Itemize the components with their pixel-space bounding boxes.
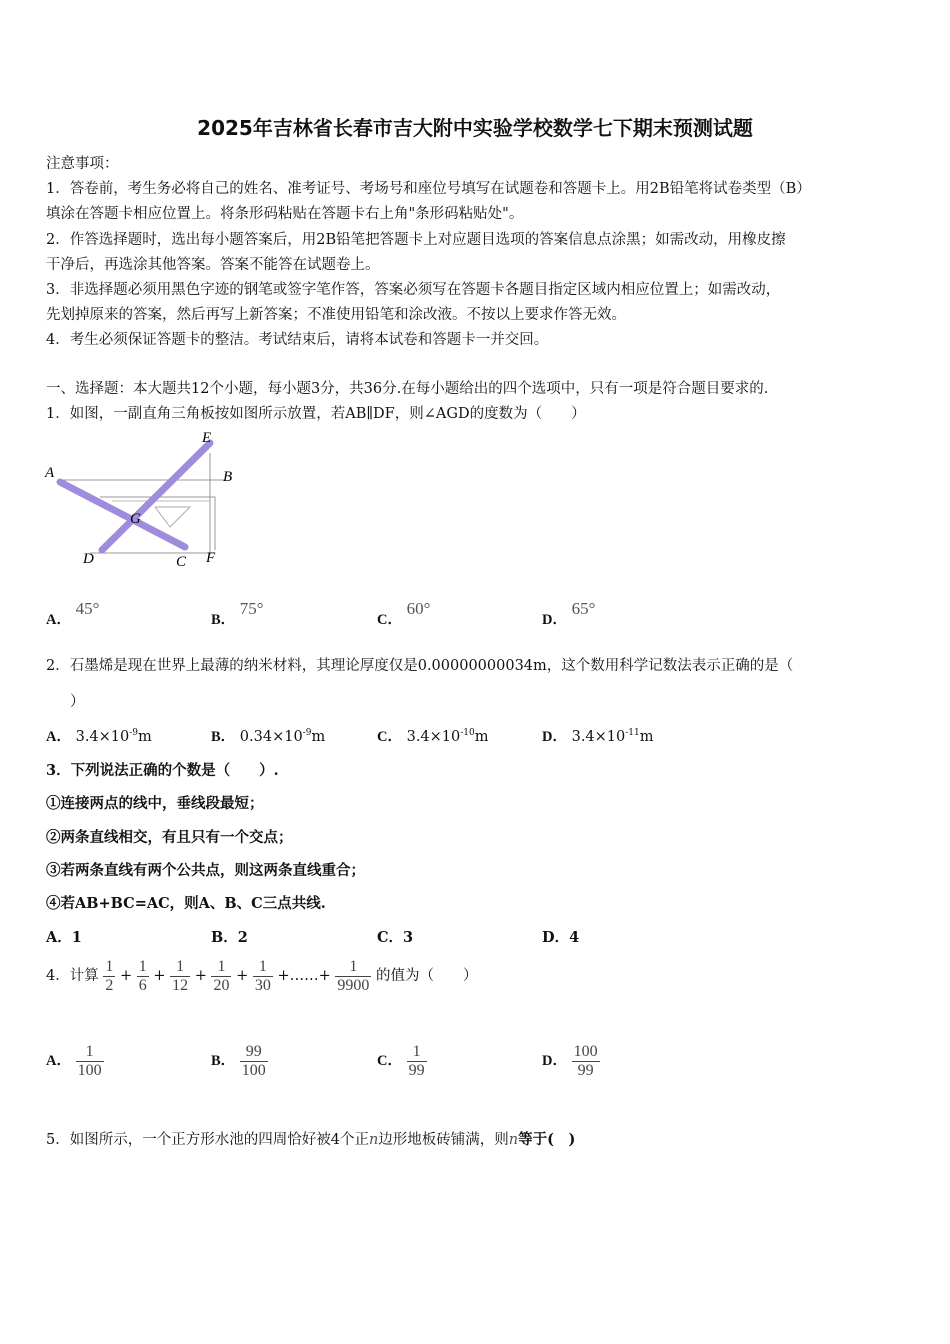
- q5-text-b: 边形地板砖铺满，则: [378, 1132, 509, 1148]
- q3-text: [46, 759, 279, 780]
- q1-option-b[interactable]: [211, 598, 264, 628]
- q3-option-c-label: C．: [377, 929, 404, 946]
- q2-text-cont: ）: [70, 694, 85, 710]
- q1-option-b-label: B．: [211, 612, 236, 628]
- notice-line-7: 4．考生必须保证答题卡的整洁。考试结束后，请将本试卷和答题卡一并交回。: [46, 332, 549, 348]
- q4-term-last: $\frac{1}{9900}$: [337, 958, 370, 994]
- notice-heading: 注意事项：: [46, 156, 119, 172]
- q4-option-b[interactable]: [211, 1043, 268, 1079]
- q3-statement-3: ③若两条直线有两个公共点，则这两条直线重合；: [46, 862, 365, 879]
- q3-option-b-value: 2: [237, 929, 248, 946]
- q1-option-d[interactable]: [542, 598, 596, 628]
- q3-option-d[interactable]: [542, 926, 579, 947]
- plus-sign: +: [119, 968, 133, 985]
- notice-line-3: 2．作答选择题时，选出每小题答案后，用2B铅笔把答题卡上对应题目选项的答案信息点涂黑；如需改动，用橡皮擦: [46, 232, 786, 248]
- q4-option-a[interactable]: [46, 1043, 104, 1079]
- q1-option-d-label: D．: [542, 612, 567, 628]
- q3-option-a[interactable]: [46, 926, 82, 947]
- q2-option-a[interactable]: [46, 725, 152, 746]
- plus-sign: +: [236, 968, 249, 985]
- q4-ellipsis: +……+: [277, 968, 331, 985]
- notice-line-6: 先划掉原来的答案，然后再写上新答案；不准使用铅笔和涂改液。不按以上要求作答无效。: [46, 307, 626, 323]
- q2-option-d-label: D．: [542, 729, 567, 745]
- q4-prefix: 4．计算: [46, 968, 99, 985]
- q2-option-a-label: A．: [46, 729, 71, 745]
- label-f: F: [206, 550, 216, 566]
- q2-option-a-exp: -9: [129, 728, 139, 739]
- notice-line-5: 3．非选择题必须用黑色字迹的钢笔或签字笔作答，答案必须写在答题卡各题目指定区域内相应位置上；如需改动，: [46, 282, 781, 298]
- q3-text-span: 3．下列说法正确的个数是（ ）.: [46, 762, 279, 779]
- q2-option-d-exp: -11: [625, 728, 640, 739]
- label-b: B: [223, 469, 233, 485]
- q1-option-a[interactable]: [46, 598, 100, 628]
- q4-option-b-frac: $\frac{99}{100}$: [241, 1043, 266, 1079]
- q2-option-c[interactable]: [377, 725, 489, 746]
- q1-option-a-label: A．: [46, 612, 71, 628]
- q1-figure: [40, 425, 240, 575]
- q2-option-a-base: 3.4×10: [75, 729, 130, 745]
- q4-term-2: $\frac{1}{6}$: [138, 958, 147, 994]
- q2-option-b-base: 0.34×10: [239, 729, 303, 745]
- q1-option-c[interactable]: [377, 598, 431, 628]
- q3-option-a-value: 1: [71, 929, 82, 946]
- line-ac: [60, 482, 185, 547]
- label-a: A: [45, 465, 55, 481]
- q3-option-b-label: B．: [211, 929, 238, 946]
- q2-option-b-unit: m: [311, 729, 326, 745]
- q3-statement-1: ①连接两点的线中，垂线段最短；: [46, 795, 264, 812]
- q1-option-c-value: 60°: [406, 599, 431, 618]
- q4-option-c-label: C．: [377, 1053, 402, 1070]
- label-e: E: [202, 430, 212, 446]
- q1-option-c-label: C．: [377, 612, 402, 628]
- q4-term-1: $\frac{1}{2}$: [105, 958, 114, 994]
- q4-term-3: $\frac{1}{12}$: [172, 958, 189, 994]
- label-c: C: [176, 554, 187, 570]
- notice-line-1: 1．答卷前，考生务必将自己的姓名、准考证号、考场号和座位号填写在试题卷和答题卡上。用2B铅笔将试卷类型（B）: [46, 181, 811, 197]
- q2-option-b[interactable]: [211, 725, 325, 746]
- q2-option-c-exp: -10: [460, 728, 475, 739]
- q3-option-c[interactable]: [377, 926, 413, 947]
- q3-option-d-label: D．: [542, 929, 570, 946]
- q4-option-a-label: A．: [46, 1053, 71, 1070]
- q4-option-c[interactable]: [377, 1043, 427, 1079]
- q1-option-a-value: 45°: [75, 599, 100, 618]
- q3-option-d-value: 4: [569, 929, 580, 946]
- q5-text-c: 等于( ): [518, 1131, 576, 1148]
- set-square-outline: [100, 497, 215, 550]
- q2-option-d[interactable]: [542, 725, 654, 746]
- q4-suffix: 的值为（ ）: [375, 968, 478, 985]
- q5-text: [46, 1128, 575, 1149]
- q3-statement-2: ②两条直线相交，有且只有一个交点；: [46, 829, 293, 846]
- plus-sign: +: [153, 968, 166, 985]
- section-heading: 一、选择题：本大题共12个小题，每小题3分，共36分.在每小题给出的四个选项中，只有一项是符合题目要求的.: [46, 381, 769, 397]
- q3-option-a-label: A．: [46, 929, 72, 946]
- q2-option-d-base: 3.4×10: [571, 729, 626, 745]
- q4-term-4: $\frac{1}{20}$: [213, 958, 230, 994]
- q5-text-a: 5．如图所示，一个正方形水池的四周恰好被4个正: [46, 1132, 369, 1148]
- q4-option-d[interactable]: [542, 1043, 600, 1079]
- q2-option-d-unit: m: [639, 729, 654, 745]
- q4-option-d-label: D．: [542, 1053, 567, 1070]
- q4-option-c-frac: $\frac{1}{99}$: [408, 1043, 425, 1079]
- q5-var-n: n: [368, 1132, 379, 1148]
- notice-line-2: 填涂在答题卡相应位置上。将条形码粘贴在答题卡右上角"条形码粘贴处"。: [46, 206, 524, 222]
- label-d: D: [83, 551, 94, 567]
- q3-statement-4: ④若AB+BC=AC，则A、B、C三点共线.: [46, 895, 326, 912]
- q2-option-c-base: 3.4×10: [406, 729, 461, 745]
- q1-option-b-value: 75°: [239, 599, 264, 618]
- q4-term-5: $\frac{1}{30}$: [254, 958, 271, 994]
- q4-option-d-frac: $\frac{100}{99}$: [573, 1043, 598, 1079]
- q3-option-b[interactable]: [211, 926, 248, 947]
- label-g: G: [130, 511, 141, 527]
- q2-option-b-label: B．: [211, 729, 236, 745]
- notice-line-4: 干净后，再选涂其他答案。答案不能答在试题卷上。: [46, 257, 380, 273]
- q4-option-a-frac: $\frac{1}{100}$: [77, 1043, 102, 1079]
- q2-option-c-unit: m: [474, 729, 489, 745]
- inner-triangle: [155, 507, 190, 527]
- q4-expression: [46, 958, 477, 994]
- q2-option-a-unit: m: [138, 729, 152, 745]
- plus-sign: +: [194, 968, 207, 985]
- q4-option-b-label: B．: [211, 1053, 236, 1070]
- q3-option-c-value: 3: [403, 929, 414, 946]
- q5-var-n-2: n: [508, 1132, 519, 1148]
- q2-option-b-exp: -9: [302, 728, 312, 739]
- q2-text: 2．石墨烯是现在世界上最薄的纳米材料，其理论厚度仅是0.00000000034m，这个数用科学记数法表示正确的是（: [46, 658, 794, 674]
- q1-option-d-value: 65°: [571, 599, 596, 618]
- page-title: 2025年吉林省长春市吉大附中实验学校数学七下期末预测试题: [197, 116, 753, 140]
- q2-option-c-label: C．: [377, 729, 402, 745]
- q1-text: 1．如图，一副直角三角板按如图所示放置，若AB∥DF，则∠AGD的度数为（ ）: [46, 406, 586, 422]
